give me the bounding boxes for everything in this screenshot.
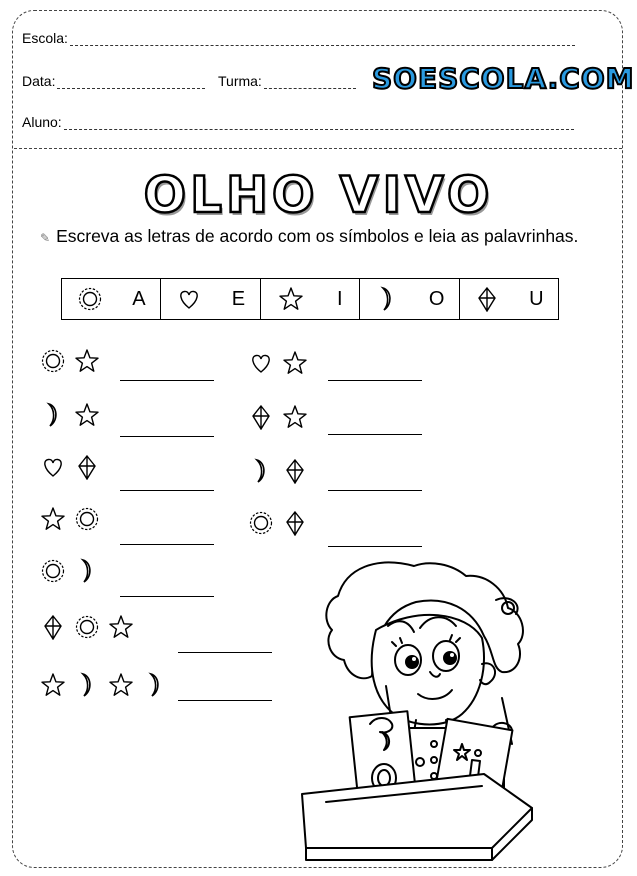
sun-icon [40,348,66,374]
data-line[interactable] [57,74,205,89]
answer-line[interactable] [328,380,422,381]
moon-icon [374,286,400,312]
key-cell-u [460,279,558,319]
exercise-left-2 [40,402,108,428]
heart-icon [176,286,202,312]
sun-icon [74,614,100,640]
answer-line[interactable] [120,436,214,437]
aluno-label: Aluno: [22,114,62,130]
moon-icon [74,672,100,698]
star-icon [282,350,308,376]
kite-icon [40,614,66,640]
symbol-key-table [61,278,559,320]
key-cell-a [62,279,161,319]
site-logo: SOESCOLA.COM [372,62,635,95]
exercise-right-3 [248,458,316,484]
answer-line[interactable] [120,544,214,545]
kite-icon [282,458,308,484]
exercise-right-1 [248,350,316,376]
answer-line[interactable] [178,700,272,701]
star-icon [74,402,100,428]
turma-field[interactable] [218,73,356,89]
exercise-left-3 [40,454,108,480]
kite-icon [74,454,100,480]
kite-icon [282,510,308,536]
answer-line[interactable] [328,546,422,547]
star-icon [108,672,134,698]
answer-line[interactable] [328,490,422,491]
key-letter: O [428,287,445,310]
key-letter: U [529,287,544,310]
answer-line[interactable] [328,434,422,435]
sun-icon [77,286,103,312]
moon-icon [248,458,274,484]
data-label: Data: [22,73,56,89]
instruction-text: Escreva as letras de acordo com os símbolos e leia as palavrinhas. [56,226,579,246]
exercise-left-4 [40,506,108,532]
sun-icon [248,510,274,536]
kite-icon [248,404,274,430]
aluno-line[interactable] [64,115,574,130]
answer-line[interactable] [120,490,214,491]
data-field[interactable] [22,73,205,89]
exercise-left-5 [40,558,108,584]
star-icon [108,614,134,640]
key-cell-i [261,279,360,319]
star-icon [282,404,308,430]
escola-label: Escola: [22,30,68,46]
key-cell-e [161,279,260,319]
moon-icon [142,672,168,698]
exercise-left-7 [40,672,176,698]
kite-icon [474,286,500,312]
key-letter: A [132,287,146,310]
sun-icon [74,506,100,532]
star-icon [40,506,66,532]
star-icon [40,672,66,698]
instruction [40,224,580,250]
sun-icon [40,558,66,584]
exercise-right-4 [248,510,316,536]
star-icon [278,286,304,312]
turma-line[interactable] [264,74,356,89]
exercise-left-6 [40,614,142,640]
exercise-left-1 [40,348,108,374]
aluno-field[interactable] [22,114,574,130]
header-divider [14,148,622,149]
star-icon [74,348,100,374]
answer-line[interactable] [120,380,214,381]
pencil-icon: ✎ [40,231,51,245]
moon-icon [74,558,100,584]
key-letter: E [231,287,246,310]
page-title: OLHO VIVO [143,166,494,224]
escola-field[interactable] [22,30,575,46]
key-letter: I [336,287,343,310]
exercise-right-2 [248,404,316,430]
heart-icon [248,350,274,376]
key-cell-o [360,279,459,319]
answer-line[interactable] [120,596,214,597]
escola-line[interactable] [70,31,575,46]
answer-line[interactable] [178,652,272,653]
girl-illustration [296,548,536,864]
moon-icon [40,402,66,428]
heart-icon [40,454,66,480]
turma-label: Turma: [218,73,262,89]
